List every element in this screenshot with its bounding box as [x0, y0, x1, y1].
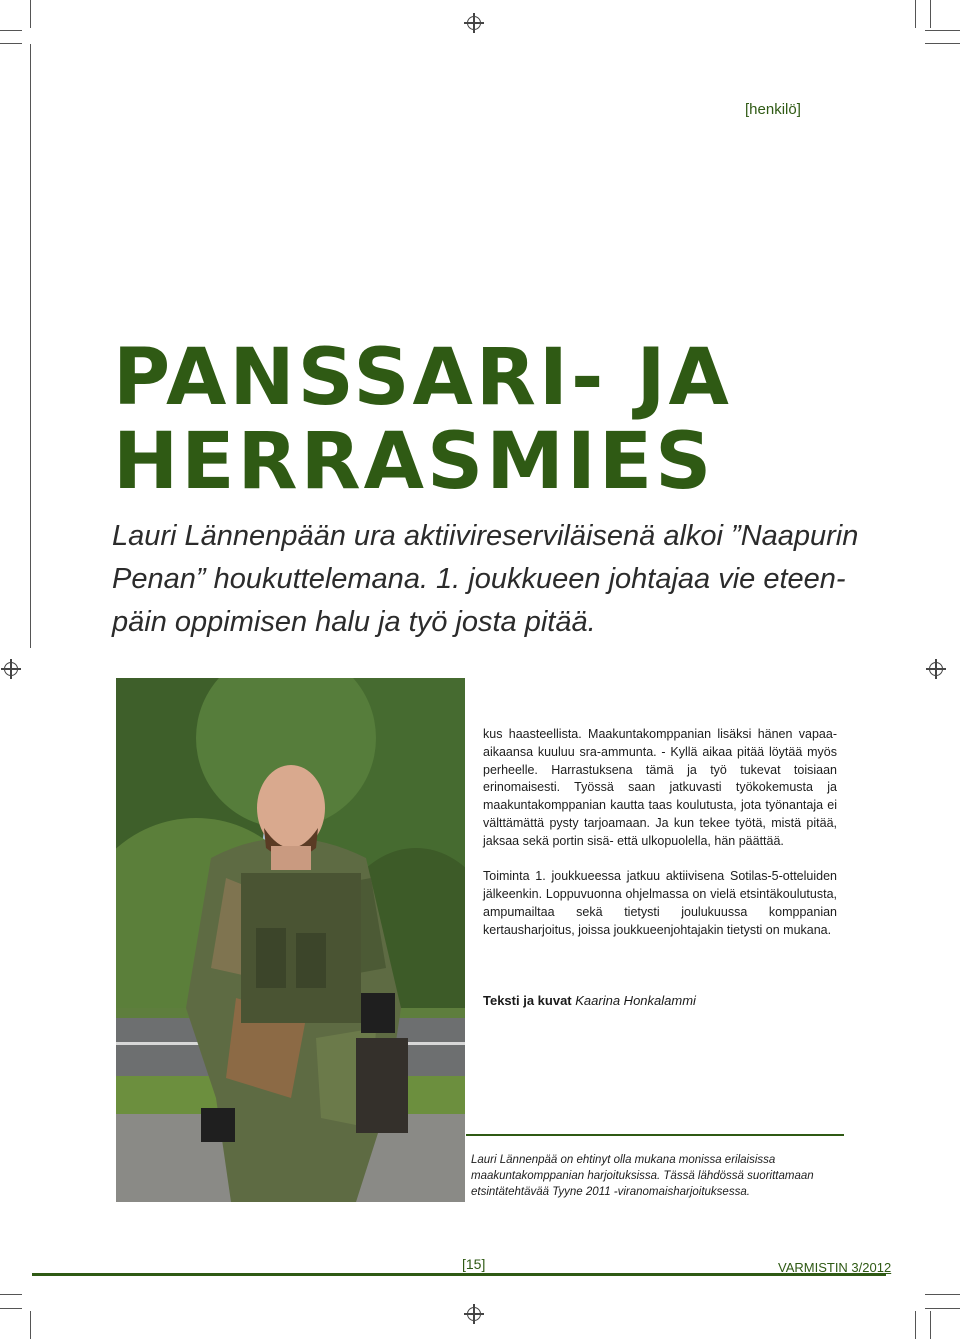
- crop-mark: [925, 1294, 960, 1295]
- headline-line: PANSSARI- JA: [113, 333, 732, 423]
- registration-mark-icon: [4, 662, 18, 676]
- crop-mark: [925, 43, 960, 44]
- crop-mark: [30, 44, 31, 648]
- crop-mark: [30, 0, 31, 28]
- headline-line: HERRASMIES: [113, 417, 715, 507]
- caption-divider: [466, 1134, 844, 1136]
- crop-mark: [930, 0, 931, 28]
- soldier-illustration: [116, 678, 465, 1202]
- lead-paragraph: [112, 515, 912, 644]
- page-number: [15]: [462, 1256, 486, 1272]
- crop-mark: [915, 0, 916, 28]
- section-tag: [henkilö]: [745, 101, 801, 118]
- lead-line: päin oppimisen halu ja työ josta pitää.: [112, 606, 596, 638]
- body-paragraph: kus haasteellista. Maakuntakomppanian lisäksi hänen vapaa-aikaansa kuuluu sra-ammunta. - Kyllä aikaa pitää löytää myös perheelle. Harrastuksena tämä ja työ tukevat toisiaan erinomaisesti. Työssä saan jatkuvasti työkokemusta ja maakuntakomppanian kautta taas koulutusta, jota työnantaja ei välttämättä pysty tarjoamaan. Ja kun tekee työtä, mistä pitää, jaksaa sekä portin sisä- että ulkopuolella, hän päättää.: [483, 727, 837, 848]
- crop-mark: [930, 1311, 931, 1339]
- lead-line: Penan” houkuttelemana. 1. joukkueen johtajaa vie eteen-: [112, 563, 846, 595]
- body-paragraph: Toiminta 1. joukkueessa jatkuu aktiivisena Sotilas-5-otteluiden jälkeenkin. Loppuvuonna ohjelmassa on vielä etsintäkoulutusta, ampumailtaa sekä tietysti joulukuussa komppanian kertausharjoitus, joissa joukkueenjohtajakin tietysti on mukana.: [483, 869, 837, 937]
- crop-mark: [0, 1308, 22, 1309]
- crop-mark: [925, 1308, 960, 1309]
- crop-mark: [0, 43, 22, 44]
- crop-mark: [925, 30, 960, 31]
- crop-mark: [915, 1311, 916, 1339]
- credit-name: Kaarina Honkalammi: [575, 993, 696, 1008]
- registration-mark-icon: [467, 16, 481, 30]
- registration-mark-icon: [467, 1307, 481, 1321]
- headline: [113, 333, 933, 507]
- crop-mark: [30, 1311, 31, 1339]
- author-credit: [483, 993, 843, 1008]
- magazine-issue: VARMISTIN 3/2012: [778, 1260, 892, 1275]
- registration-mark-icon: [929, 662, 943, 676]
- article-body: [483, 726, 837, 957]
- crop-mark: [0, 1294, 22, 1295]
- crop-mark: [0, 30, 22, 31]
- soldier-photo: [116, 678, 465, 1202]
- lead-line: Lauri Lännenpään ura aktiivireserviläisenä alkoi ”Naapurin: [112, 520, 859, 552]
- footer-divider: [32, 1273, 886, 1276]
- photo-caption: Lauri Lännenpää on ehtinyt olla mukana monissa erilaisissa maakuntakomppanian harjoituksissa. Tässä lähdössä suorittamaan etsintätehtävää Tyyne 2011 -viranomaisharjoituksessa.: [471, 1154, 814, 1198]
- credit-label: Teksti ja kuvat: [483, 993, 572, 1008]
